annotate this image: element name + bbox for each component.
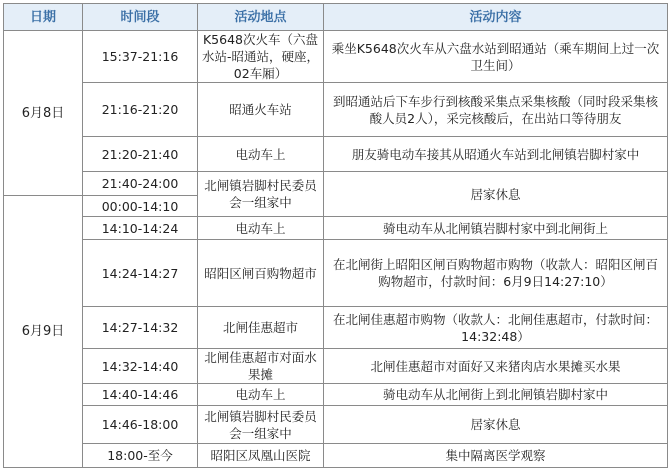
date-cell: 6月9日	[4, 196, 83, 468]
date-cell: 6月8日	[4, 31, 83, 196]
place-cell: 昭阳区闸百购物超市	[198, 240, 324, 307]
table-row	[4, 83, 668, 137]
content-cell: 到昭通站后下车步行到核酸采集点采集核酸（同时段采集核酸人员2人），采完核酸后，在出站口等待朋友	[324, 83, 668, 137]
header-content: 活动内容	[324, 4, 668, 31]
table-row	[4, 217, 668, 240]
time-cell: 14:27-14:32	[83, 307, 198, 349]
header-time: 时间段	[83, 4, 198, 31]
place-cell: K5648次火车（六盘水站-昭通站，硬座，02车厢）	[198, 31, 324, 83]
table-row	[4, 384, 668, 406]
time-cell: 21:16-21:20	[83, 83, 198, 137]
place-cell: 北闸佳惠超市对面水果摊	[198, 349, 324, 384]
place-cell: 北闸镇岩脚村民委员会一组家中	[198, 172, 324, 217]
content-cell: 朋友骑电动车接其从昭通火车站到北闸镇岩脚村家中	[324, 137, 668, 172]
content-cell: 乘坐K5648次火车从六盘水站到昭通站（乘车期间上过一次卫生间）	[324, 31, 668, 83]
table-row	[4, 31, 668, 83]
place-cell: 北闸镇岩脚村民委员会一组家中	[198, 406, 324, 444]
header-row	[4, 4, 668, 31]
place-cell: 电动车上	[198, 384, 324, 406]
time-cell: 00:00-14:10	[83, 196, 198, 217]
table-row	[4, 172, 668, 196]
content-cell: 在北闸街上昭阳区闸百购物超市购物（收款人：昭阳区闸百购物超市，付款时间：6月9日14:27:10）	[324, 240, 668, 307]
header-place: 活动地点	[198, 4, 324, 31]
table-row	[4, 406, 668, 444]
table-row	[4, 307, 668, 349]
content-cell: 在北闸佳惠超市购物（收款人：北闸佳惠超市，付款时间：14:32:48）	[324, 307, 668, 349]
time-cell: 14:24-14:27	[83, 240, 198, 307]
table-row	[4, 349, 668, 384]
time-cell: 14:40-14:46	[83, 384, 198, 406]
time-cell: 21:40-24:00	[83, 172, 198, 196]
place-cell: 昭通火车站	[198, 83, 324, 137]
place-cell: 电动车上	[198, 137, 324, 172]
content-cell: 居家休息	[324, 406, 668, 444]
time-cell: 14:46-18:00	[83, 406, 198, 444]
place-cell: 昭阳区凤凰山医院	[198, 444, 324, 468]
table-row	[4, 240, 668, 307]
table-row	[4, 444, 668, 468]
time-cell: 21:20-21:40	[83, 137, 198, 172]
table-row	[4, 137, 668, 172]
content-cell: 北闸佳惠超市对面好又来猪肉店水果摊买水果	[324, 349, 668, 384]
content-cell: 居家休息	[324, 172, 668, 217]
header-date: 日期	[4, 4, 83, 31]
itinerary-table	[3, 3, 668, 468]
time-cell: 14:32-14:40	[83, 349, 198, 384]
time-cell: 14:10-14:24	[83, 217, 198, 240]
content-cell: 集中隔离医学观察	[324, 444, 668, 468]
time-cell: 15:37-21:16	[83, 31, 198, 83]
content-cell: 骑电动车从北闸镇岩脚村家中到北闸街上	[324, 217, 668, 240]
content-cell: 骑电动车从北闸街上到北闸镇岩脚村家中	[324, 384, 668, 406]
time-cell: 18:00-至今	[83, 444, 198, 468]
place-cell: 电动车上	[198, 217, 324, 240]
place-cell: 北闸佳惠超市	[198, 307, 324, 349]
